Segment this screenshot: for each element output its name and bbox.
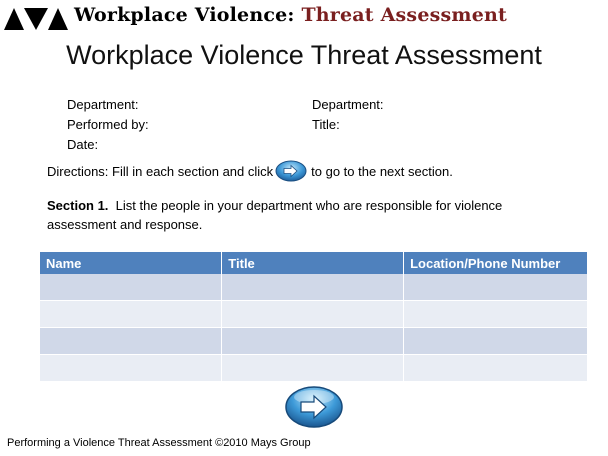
table-cell-location[interactable] [404, 301, 588, 328]
table-row [40, 274, 588, 301]
department-label-right: Department: [312, 97, 384, 112]
table-cell-location[interactable] [404, 355, 588, 382]
column-header-location-phone: Location/Phone Number [404, 252, 588, 274]
table-row [40, 301, 588, 328]
table-header-row [40, 252, 588, 274]
form-info-left [67, 95, 149, 155]
table-cell-location[interactable] [404, 274, 588, 301]
performed-by-label: Performed by: [67, 117, 149, 132]
table-cell-title[interactable] [222, 274, 404, 301]
column-header-title: Title [222, 252, 404, 274]
table-row [40, 328, 588, 355]
section-1-instructions [47, 196, 557, 234]
table-cell-name[interactable] [40, 274, 222, 301]
section-label: Section 1. [47, 198, 109, 213]
table-cell-title[interactable] [222, 328, 404, 355]
next-section-button[interactable] [284, 385, 344, 429]
department-label: Department: [67, 97, 139, 112]
directions-before: Directions: Fill in each section and click [47, 163, 274, 179]
date-label: Date: [67, 137, 99, 152]
column-header-name: Name [40, 252, 222, 274]
table-cell-name[interactable] [40, 301, 222, 328]
logo-icon [4, 6, 68, 30]
people-table [40, 252, 588, 382]
table-cell-title[interactable] [222, 355, 404, 382]
form-info-right [312, 95, 384, 135]
table-cell-location[interactable] [404, 328, 588, 355]
title-label: Title: [312, 117, 340, 132]
directions-text [47, 160, 453, 182]
table-cell-name[interactable] [40, 355, 222, 382]
header-banner [0, 0, 608, 34]
section-text: List the people in your department who are responsible for violence assessment and response. [47, 198, 503, 232]
banner-title-part2: Threat Assessment [301, 4, 507, 26]
directions-after: to go to the next section. [311, 163, 453, 179]
table-cell-name[interactable] [40, 328, 222, 355]
banner-title [74, 4, 507, 26]
table-cell-title[interactable] [222, 301, 404, 328]
table-row [40, 355, 588, 382]
next-arrow-icon [275, 160, 307, 182]
footer-text: Performing a Violence Threat Assessment ©2010 Mays Group [7, 437, 311, 449]
banner-title-part1: Workplace Violence: [74, 4, 302, 26]
page-title: Workplace Violence Threat Assessment [66, 40, 542, 70]
